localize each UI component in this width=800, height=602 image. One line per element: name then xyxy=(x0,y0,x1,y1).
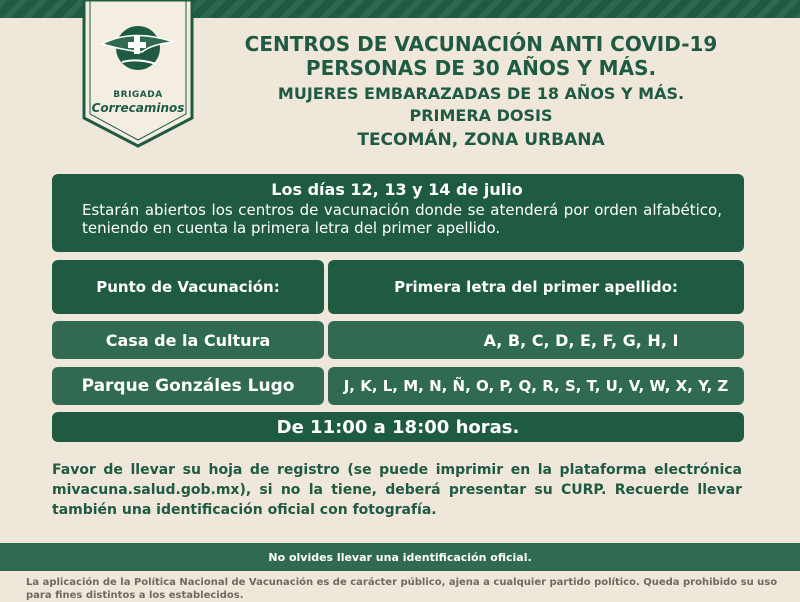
footer-reminder: No olvides llevar una identificación oficial. xyxy=(0,543,800,571)
headline-line-3: MUJERES EMBARAZADAS DE 18 AÑOS Y MÁS. xyxy=(277,84,685,103)
headline-line-1: CENTROS DE VACUNACIÓN ANTI COVID-19 xyxy=(244,32,718,56)
table-row-letters: A, B, C, D, E, F, G, H, I xyxy=(328,321,744,359)
headline-line-2: PERSONAS DE 30 AÑOS Y MÁS. xyxy=(305,56,657,80)
dates-info-panel xyxy=(52,174,744,252)
table-row-place: Casa de la Cultura xyxy=(52,321,324,359)
dates-title: Los días 12, 13 y 14 de julio xyxy=(271,180,523,199)
registration-note: Favor de llevar su hoja de registro (se puede imprimir en la plataforma electrónica mivacuna.salud.gob.mx), si no la tiene, deberá presentar su CURP. Recuerde llevar también una identificación oficial con fotografía. xyxy=(52,462,742,518)
table-row-letters: J, K, L, M, N, Ñ, O, P, Q, R, S, T, U, V, W, X, Y, Z xyxy=(328,367,744,405)
table-row-place: Parque Gonzáles Lugo xyxy=(52,367,324,405)
brigada-correcaminos-logo xyxy=(82,0,194,148)
hours-banner: De 11:00 a 18:00 horas. xyxy=(52,412,744,442)
dates-description: Estarán abiertos los centros de vacunación donde se atenderá por orden alfabético, teniendo en cuenta la primera letra del primer apellido. xyxy=(82,201,722,237)
headline-line-4: PRIMERA DOSIS xyxy=(409,106,553,125)
table-header-place: Punto de Vacunación: xyxy=(52,260,324,314)
table-header-letters: Primera letra del primer apellido: xyxy=(328,260,744,314)
headline-line-5: TECOMÁN, ZONA URBANA xyxy=(357,130,605,150)
badge-name-text: Correcaminos xyxy=(91,101,185,115)
badge-brigada-text: BRIGADA xyxy=(113,90,163,100)
legal-disclaimer: La aplicación de la Política Nacional de Vacunación es de carácter público, ajena a cualquier partido político. Queda prohibido su uso para fines distintos a los establecidos. xyxy=(26,577,778,601)
